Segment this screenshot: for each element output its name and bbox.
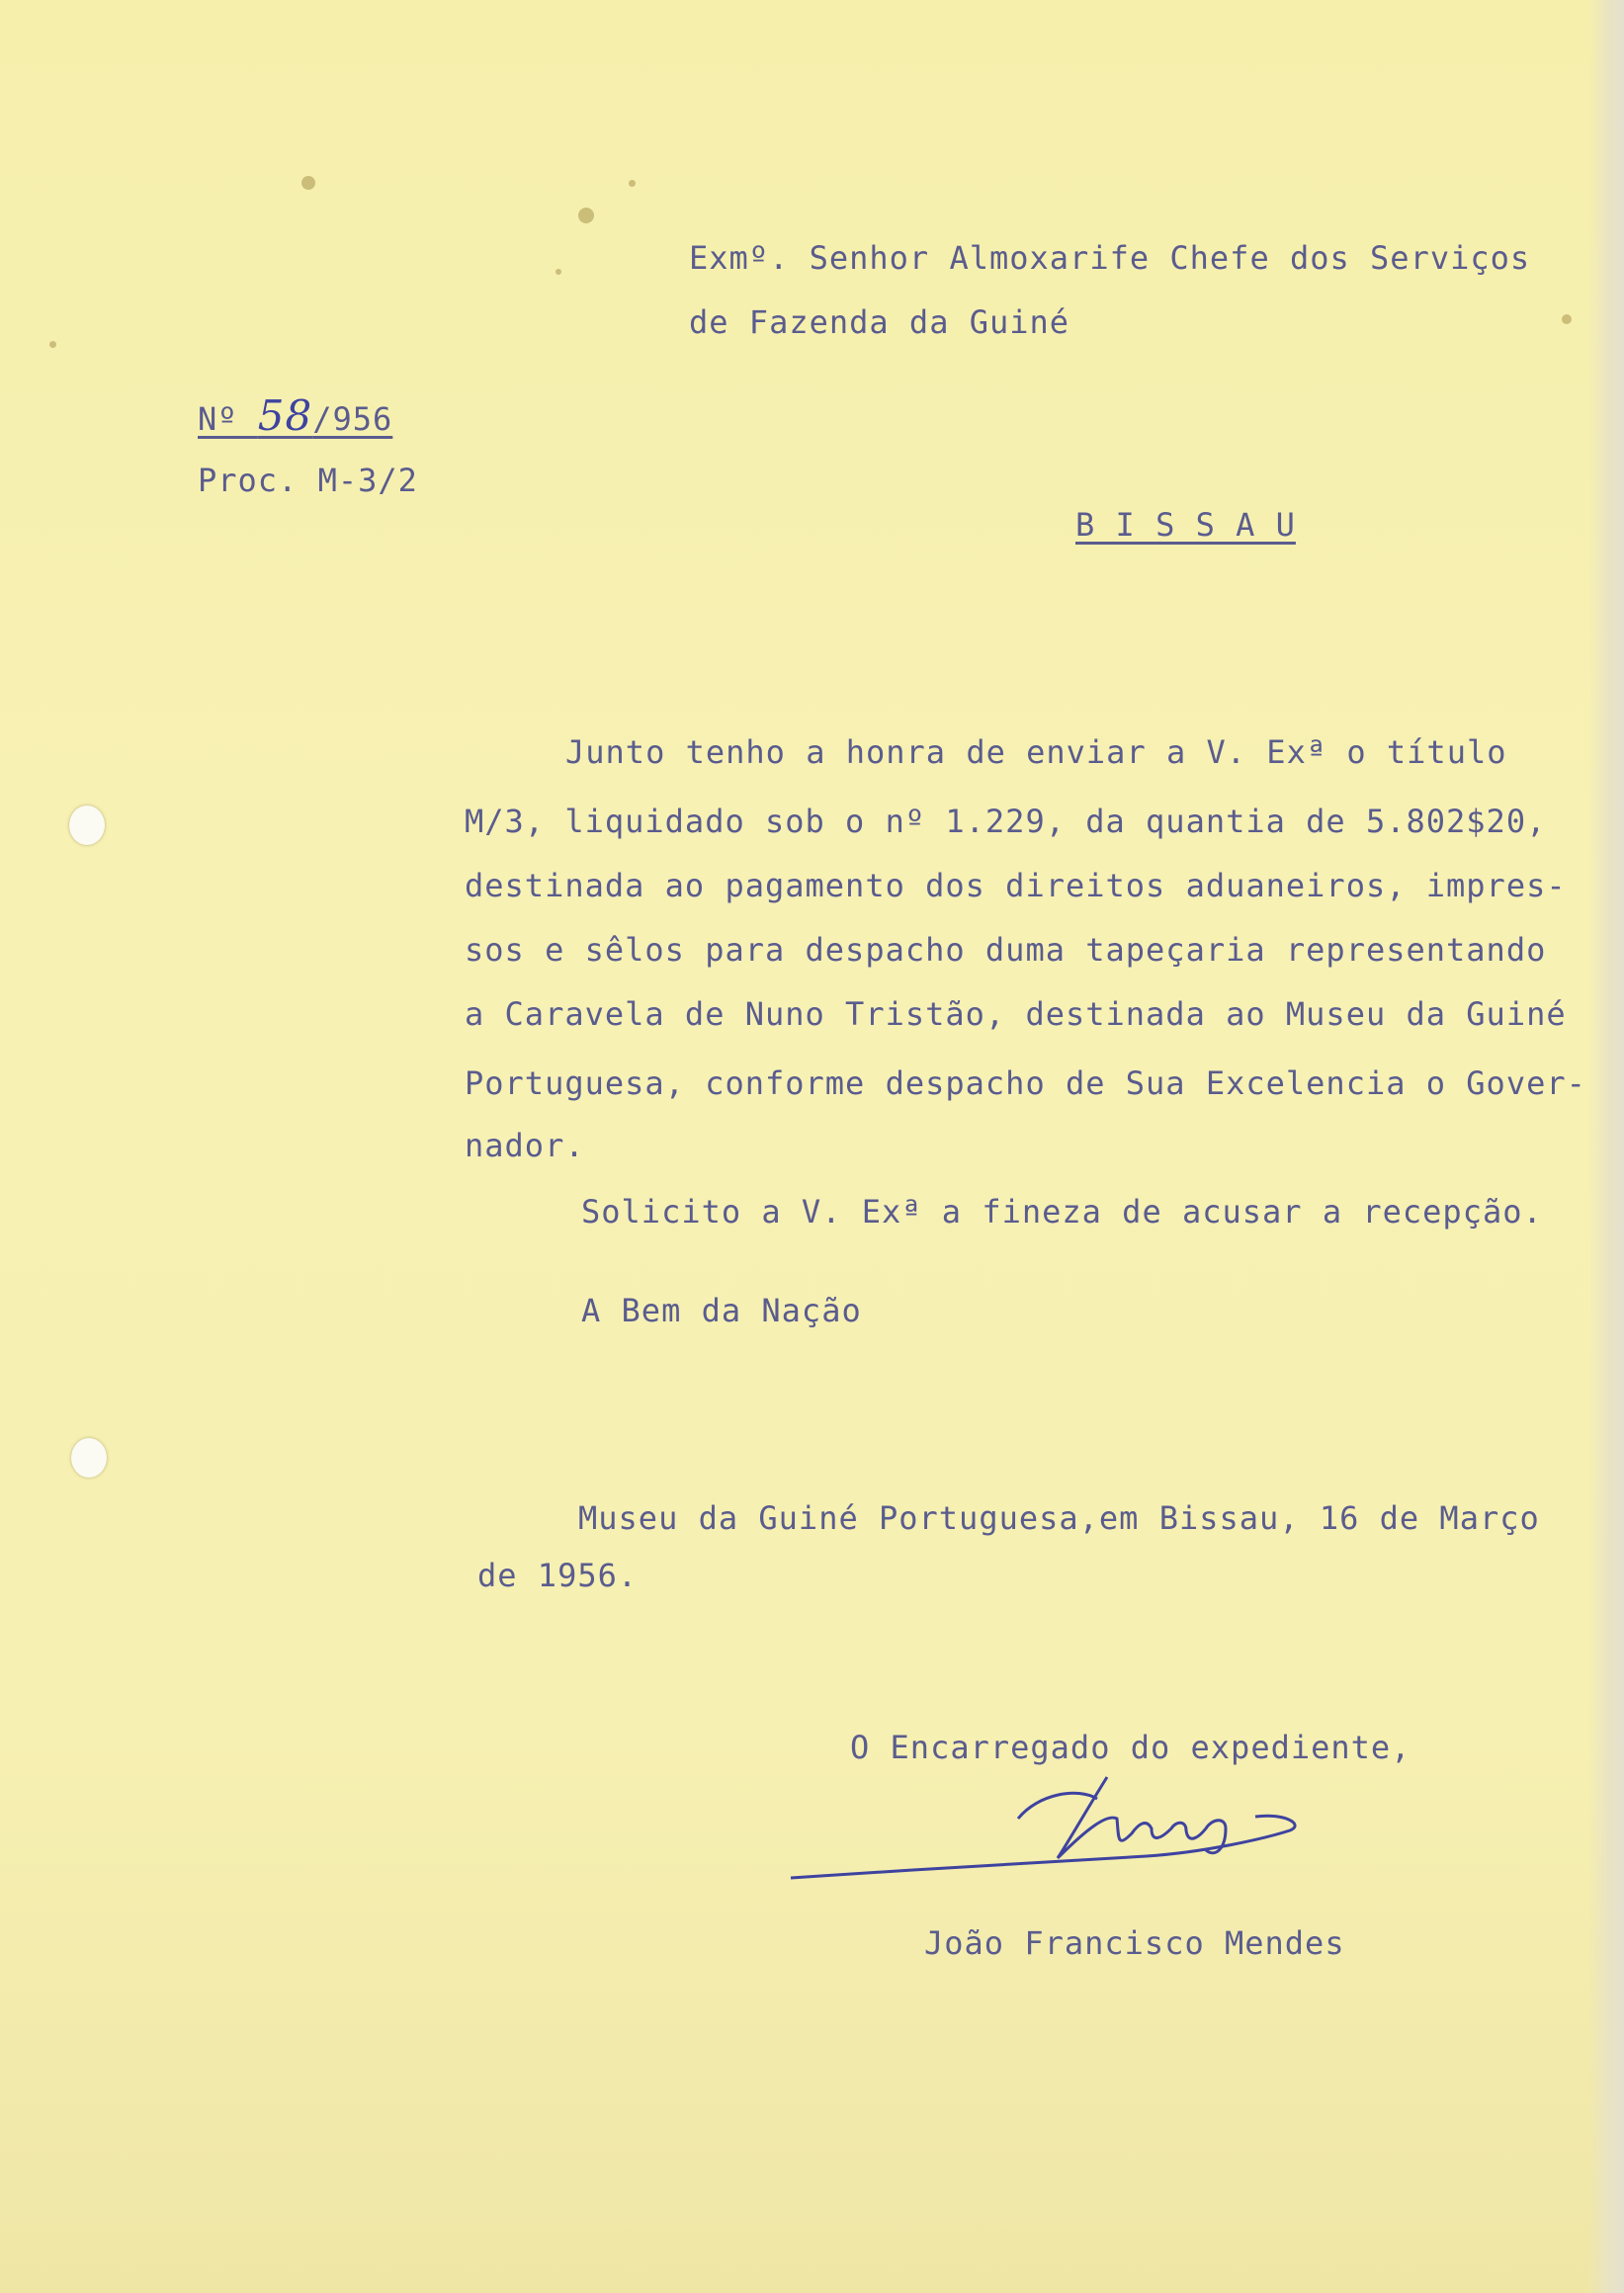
punch-hole-bottom [71, 1438, 107, 1478]
addressee-line-1: Exmº. Senhor Almoxarife Chefe dos Serviços [689, 239, 1531, 277]
addressee-line-2: de Fazenda da Guiné [689, 303, 1070, 341]
process-reference: Proc. M-3/2 [198, 462, 418, 499]
paper-speck [556, 269, 561, 275]
punch-hole-top [69, 806, 105, 845]
reference-prefix: Nº [198, 400, 238, 438]
body-line: M/3, liquidado sob o nº 1.229, da quantia de 5.802$20, [465, 803, 1547, 840]
paper-speck [1562, 314, 1572, 324]
paper-speck [578, 208, 594, 223]
signatory-title: O Encarregado do expediente, [850, 1729, 1411, 1766]
paper-speck [629, 180, 636, 187]
request-line: Solicito a V. Exª a fineza de acusar a recepção. [581, 1193, 1543, 1231]
body-line: a Caravela de Nuno Tristão, destinada ao Museu da Guiné [465, 995, 1567, 1033]
body-line: destinada ao pagamento dos direitos aduaneiros, impres- [465, 867, 1567, 904]
body-line: sos e sêlos para despacho duma tapeçaria representando [465, 931, 1547, 969]
signatory-name: João Francisco Mendes [924, 1924, 1345, 1962]
handwritten-signature [791, 1759, 1344, 1898]
destination-city: B I S S A U [1075, 506, 1296, 544]
dateline-line-2: de 1956. [477, 1557, 639, 1594]
reference-year: /956 [312, 400, 393, 438]
paper-speck [301, 176, 315, 190]
dateline-line-1: Museu da Guiné Portuguesa,em Bissau, 16 de Março [578, 1499, 1540, 1537]
body-line: Portuguesa, conforme despacho de Sua Excelencia o Gover- [465, 1064, 1586, 1102]
reference-number [198, 391, 393, 440]
reference-number-handwritten: 58 [257, 391, 313, 440]
salutation: A Bem da Nação [581, 1292, 862, 1329]
body-line: nador. [465, 1127, 585, 1164]
paper-speck [49, 341, 56, 348]
body-line: Junto tenho a honra de enviar a V. Exª o título [565, 733, 1507, 771]
